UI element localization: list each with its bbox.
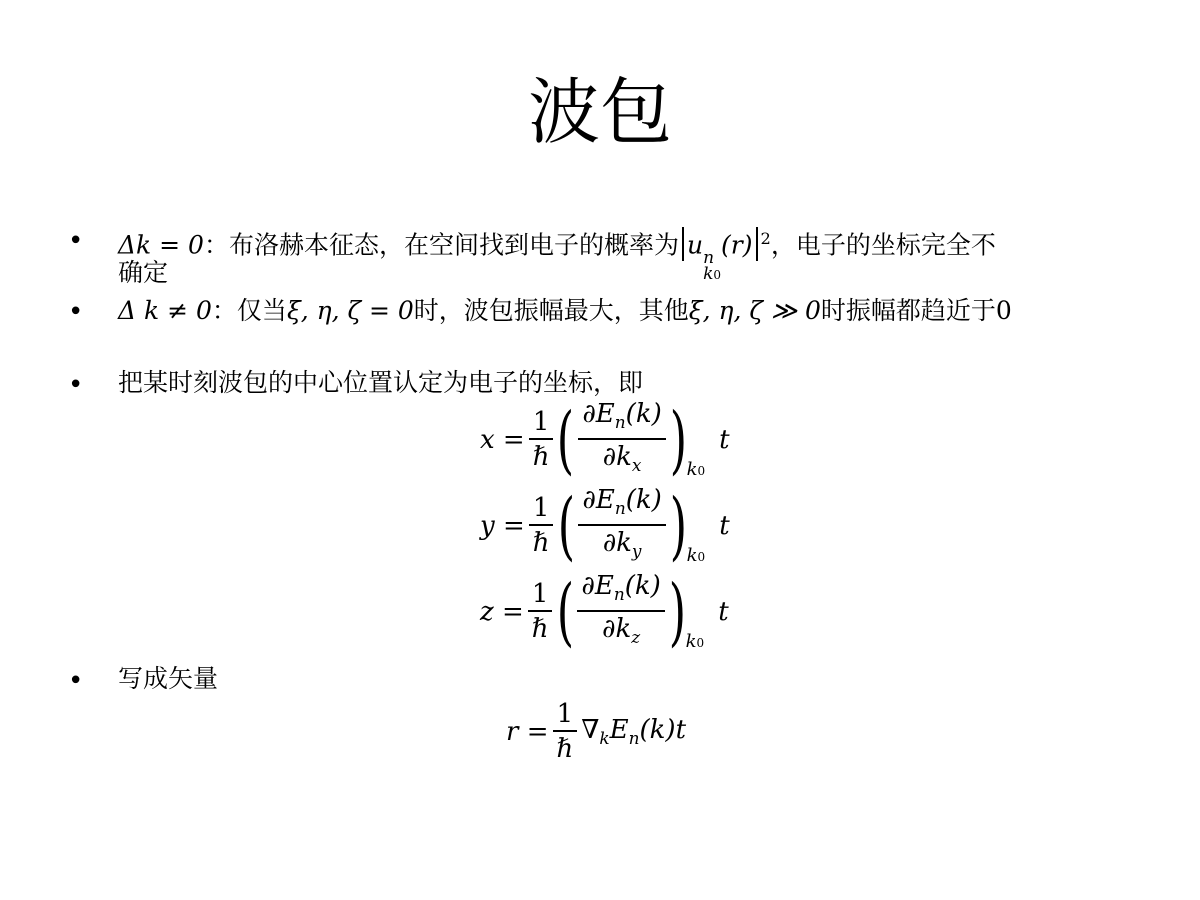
eq-x-lhs: x = bbox=[480, 425, 525, 455]
bullet-4-line: 写成矢量 bbox=[118, 664, 219, 693]
bullet-2-text-c: 时振幅都趋近于0 bbox=[820, 296, 1012, 325]
bullet-marker: • bbox=[68, 666, 84, 696]
eval-point bbox=[686, 631, 705, 652]
u-superscript: n bbox=[703, 248, 715, 269]
paren-left: ( bbox=[557, 397, 575, 483]
k-arg: (k) bbox=[624, 570, 661, 601]
bullet-marker: • bbox=[68, 226, 84, 256]
dk: ∂k bbox=[602, 442, 632, 472]
eval-k: k bbox=[686, 545, 698, 566]
abs-bar-right bbox=[756, 227, 758, 261]
bullet-1-text-b: ，电子的坐标完全不 bbox=[770, 230, 996, 260]
dE: ∂E bbox=[582, 484, 615, 515]
eq-x-derivative bbox=[578, 398, 665, 482]
bullet-marker: • bbox=[68, 297, 84, 327]
eval-0: 0 bbox=[696, 636, 705, 650]
prefactor-den: ℏ bbox=[556, 734, 574, 764]
bullet-1-text-a: 布洛赫本征态，在空间找到电子的概率为 bbox=[228, 230, 679, 260]
eq-z-prefactor bbox=[528, 578, 553, 646]
deriv-den bbox=[598, 612, 644, 654]
u-subscript-k: k bbox=[703, 264, 714, 285]
nabla-operator bbox=[581, 715, 609, 748]
eq-z-lhs: z = bbox=[480, 597, 524, 627]
paren-right: ) bbox=[669, 397, 687, 483]
deriv-den bbox=[599, 526, 646, 568]
eq-y-lhs: y = bbox=[480, 511, 525, 541]
bullet-marker: • bbox=[68, 370, 84, 400]
k-arg: (k) bbox=[625, 398, 662, 429]
delta-k-zero-math: Δk = 0 bbox=[118, 230, 204, 260]
u-symbol: u bbox=[686, 230, 704, 260]
equation-r bbox=[506, 690, 686, 774]
prefactor-den: ℏ bbox=[532, 442, 550, 472]
dE: ∂E bbox=[581, 570, 614, 601]
n-sub: n bbox=[614, 412, 626, 432]
eval-0: 0 bbox=[697, 550, 706, 564]
energy-e: E bbox=[609, 715, 629, 746]
equation-x bbox=[480, 398, 730, 482]
k-arg: (k) bbox=[625, 484, 662, 515]
eq-x-prefactor bbox=[529, 406, 554, 474]
slide-title: 波包 bbox=[527, 70, 672, 154]
paren-right: ) bbox=[669, 483, 687, 569]
dk: ∂k bbox=[602, 614, 632, 644]
colon: ： bbox=[203, 230, 229, 260]
energy-arg: (k) bbox=[639, 715, 676, 746]
energy-term bbox=[610, 715, 686, 748]
eq-r-tail: t bbox=[675, 715, 687, 746]
nabla-sub: k bbox=[599, 728, 610, 749]
eval-point bbox=[687, 459, 706, 480]
x-sub: x bbox=[631, 455, 642, 476]
eq-y-tail: t bbox=[719, 511, 730, 541]
eq-y-prefactor bbox=[529, 492, 554, 560]
prefactor-den: ℏ bbox=[532, 528, 550, 558]
eq-r-prefactor bbox=[552, 698, 577, 766]
bullet-2-line bbox=[118, 294, 1012, 328]
delta-k-nonzero-math: Δ k ≠ 0 bbox=[118, 296, 212, 325]
eval-0: 0 bbox=[697, 464, 706, 478]
eq-x-tail: t bbox=[719, 425, 730, 455]
power-two: 2 bbox=[760, 229, 771, 248]
dE: ∂E bbox=[582, 398, 615, 429]
dk: ∂k bbox=[602, 528, 632, 558]
deriv-num bbox=[577, 570, 664, 612]
abs-bar-left bbox=[682, 227, 684, 261]
colon: ： bbox=[211, 296, 237, 325]
prefactor-num: 1 bbox=[529, 492, 554, 526]
bullet-1-line-1 bbox=[118, 222, 996, 283]
prefactor-num: 1 bbox=[528, 578, 553, 612]
bullet-2-text-b: 时，波包振幅最大，其他 bbox=[413, 296, 689, 325]
u-subscript-0: 0 bbox=[713, 268, 722, 283]
deriv-den bbox=[599, 440, 646, 482]
eval-k: k bbox=[686, 459, 698, 480]
nabla: ∇ bbox=[581, 715, 600, 746]
eq-z-derivative bbox=[577, 570, 664, 654]
paren-left: ( bbox=[556, 569, 574, 655]
n-sub: n bbox=[614, 498, 626, 518]
bullet-3-line: 把某时刻波包的中心位置认定为电子的坐标，即 bbox=[118, 368, 644, 397]
eq-y-derivative bbox=[578, 484, 665, 568]
energy-sub: n bbox=[628, 728, 640, 749]
bullet-1-line-2: 确定 bbox=[118, 258, 169, 287]
prefactor-den: ℏ bbox=[531, 614, 549, 644]
xi-eta-zeta-zero: ξ, η, ζ = 0 bbox=[286, 296, 414, 325]
eval-k: k bbox=[685, 631, 697, 652]
deriv-num bbox=[578, 398, 665, 440]
y-sub: y bbox=[631, 541, 642, 562]
n-sub: n bbox=[613, 584, 625, 604]
equation-y bbox=[480, 484, 730, 568]
eq-z-tail: t bbox=[718, 597, 729, 627]
eq-r-lhs: r = bbox=[506, 717, 549, 747]
paren-right: ) bbox=[668, 569, 686, 655]
eval-point bbox=[687, 545, 706, 566]
bullet-2-text-a: 仅当 bbox=[236, 296, 287, 325]
deriv-num bbox=[578, 484, 665, 526]
xi-eta-zeta-much-greater: ξ, η, ζ ≫ 0 bbox=[688, 296, 821, 325]
z-sub: z bbox=[631, 627, 641, 648]
equation-z bbox=[480, 570, 729, 654]
prefactor-num: 1 bbox=[529, 406, 554, 440]
u-argument: (r) bbox=[721, 230, 753, 260]
u-scripts bbox=[703, 250, 721, 283]
prefactor-num: 1 bbox=[553, 698, 578, 732]
paren-left: ( bbox=[557, 483, 575, 569]
